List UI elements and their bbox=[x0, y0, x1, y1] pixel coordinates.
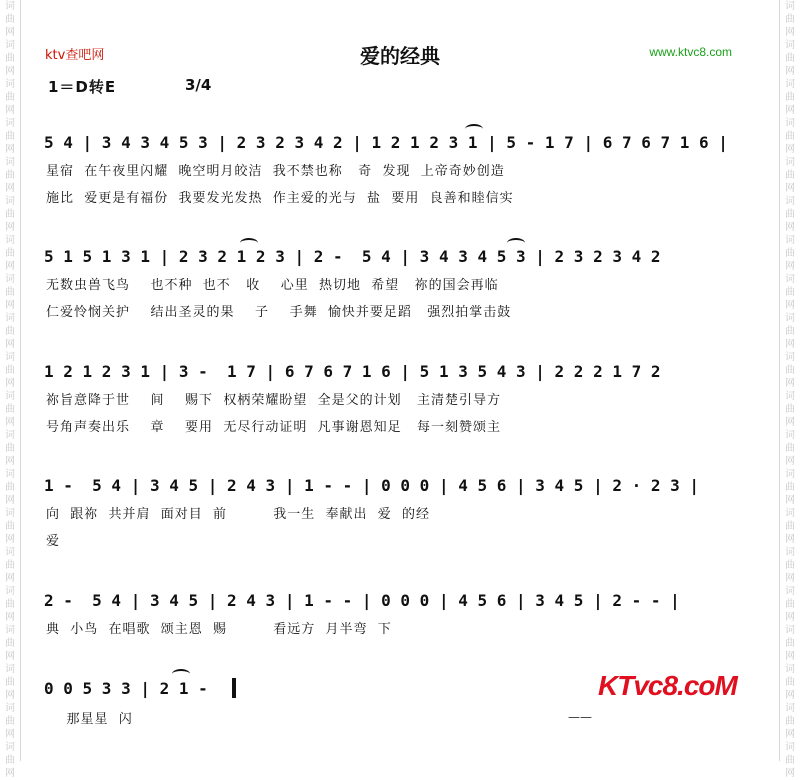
page-title: 爱的经典 bbox=[360, 44, 440, 68]
right-border bbox=[779, 0, 780, 761]
time-signature: 3/4 bbox=[185, 76, 212, 94]
tie-mark bbox=[465, 124, 483, 134]
lyric-verse-1: 无数虫兽飞鸟 也不种 也不 收 心里 热切地 希望 祢的国会再临 bbox=[46, 278, 499, 293]
lyric-verse-1: 星宿 在午夜里闪耀 晚空明月皎洁 我不禁也称 奇 发现 上帝奇妙创造 bbox=[46, 164, 505, 179]
lyric-verse-1: 向 跟祢 共并肩 面对目 前 我一生 奉献出 爱 的经 bbox=[46, 507, 431, 522]
tie-mark bbox=[240, 238, 258, 248]
tie-mark bbox=[172, 669, 190, 679]
final-barline bbox=[232, 678, 236, 698]
lyric-verse-1: 典 小鸟 在唱歌 颂主恩 赐 看远方 月半弯 下 bbox=[46, 622, 392, 637]
lyric-verse-2: 施比 爱更是有福份 我要发光发热 作主爱的光与 盐 要用 良善和睦信实 bbox=[46, 191, 514, 206]
signature-line: —— bbox=[568, 710, 592, 724]
notation-line: 1 2 1 2 3 1 | 3 - 1 7 | 6 7 6 7 1 6 | 5 1 3 5 4 3 | 2 2 2 1 7 2 bbox=[44, 362, 661, 381]
notation-line: 1 - 5 4 | 3 4 5 | 2 4 3 | 1 - - | 0 0 0 | 4 5 6 | 3 4 5 | 2 · 2 3 | bbox=[44, 476, 700, 495]
notation-line: 5 4 | 3 4 3 4 5 3 | 2 3 2 3 4 2 | 1 2 1 2 3 1 | 5 - 1 7 | 6 7 6 7 1 6 | bbox=[44, 133, 728, 152]
left-border bbox=[20, 0, 21, 761]
lyric-verse-1: 祢旨意降于世 间 赐下 权柄荣耀盼望 全是父的计划 主清楚引导方 bbox=[46, 393, 501, 408]
watermark-right: 词曲网词曲网词曲网词曲网词曲网词曲网词曲网词曲网词曲网词曲网词曲网词曲网词曲网词曲网词曲网词曲网词曲网词曲网词曲网词曲网 bbox=[785, 1, 795, 779]
key-signature: 1＝D转E bbox=[48, 78, 117, 96]
site-link-left[interactable]: ktv查吧网 bbox=[45, 48, 105, 63]
notation-line: 0 0 5 3 3 | 2 1 - bbox=[44, 679, 208, 698]
tie-mark bbox=[507, 238, 525, 248]
lyric-verse-2: 仁爱怜悯关护 结出圣灵的果 子 手舞 愉快并要足蹈 强烈拍掌击鼓 bbox=[46, 305, 512, 320]
ktv-logo: KTvc8.coM bbox=[598, 670, 737, 701]
site-link-right[interactable]: www.ktvc8.com bbox=[649, 45, 732, 59]
lyric-verse-2: 爱 bbox=[46, 534, 61, 549]
notation-line: 5 1 5 1 3 1 | 2 3 2 1 2 3 | 2 - 5 4 | 3 4 3 4 5 3 | 2 3 2 3 4 2 bbox=[44, 247, 661, 266]
lyric-verse-2: 号角声奏出乐 章 要用 无尽行动证明 凡事谢恩知足 每一刻赞颂主 bbox=[46, 420, 501, 435]
lyric-verse-1: 那星星 闪 bbox=[46, 712, 133, 727]
watermark-left: 词曲网词曲网词曲网词曲网词曲网词曲网词曲网词曲网词曲网词曲网词曲网词曲网词曲网词曲网词曲网词曲网词曲网词曲网词曲网词曲网 bbox=[5, 1, 15, 779]
notation-line: 2 - 5 4 | 3 4 5 | 2 4 3 | 1 - - | 0 0 0 | 4 5 6 | 3 4 5 | 2 - - | bbox=[44, 591, 680, 610]
